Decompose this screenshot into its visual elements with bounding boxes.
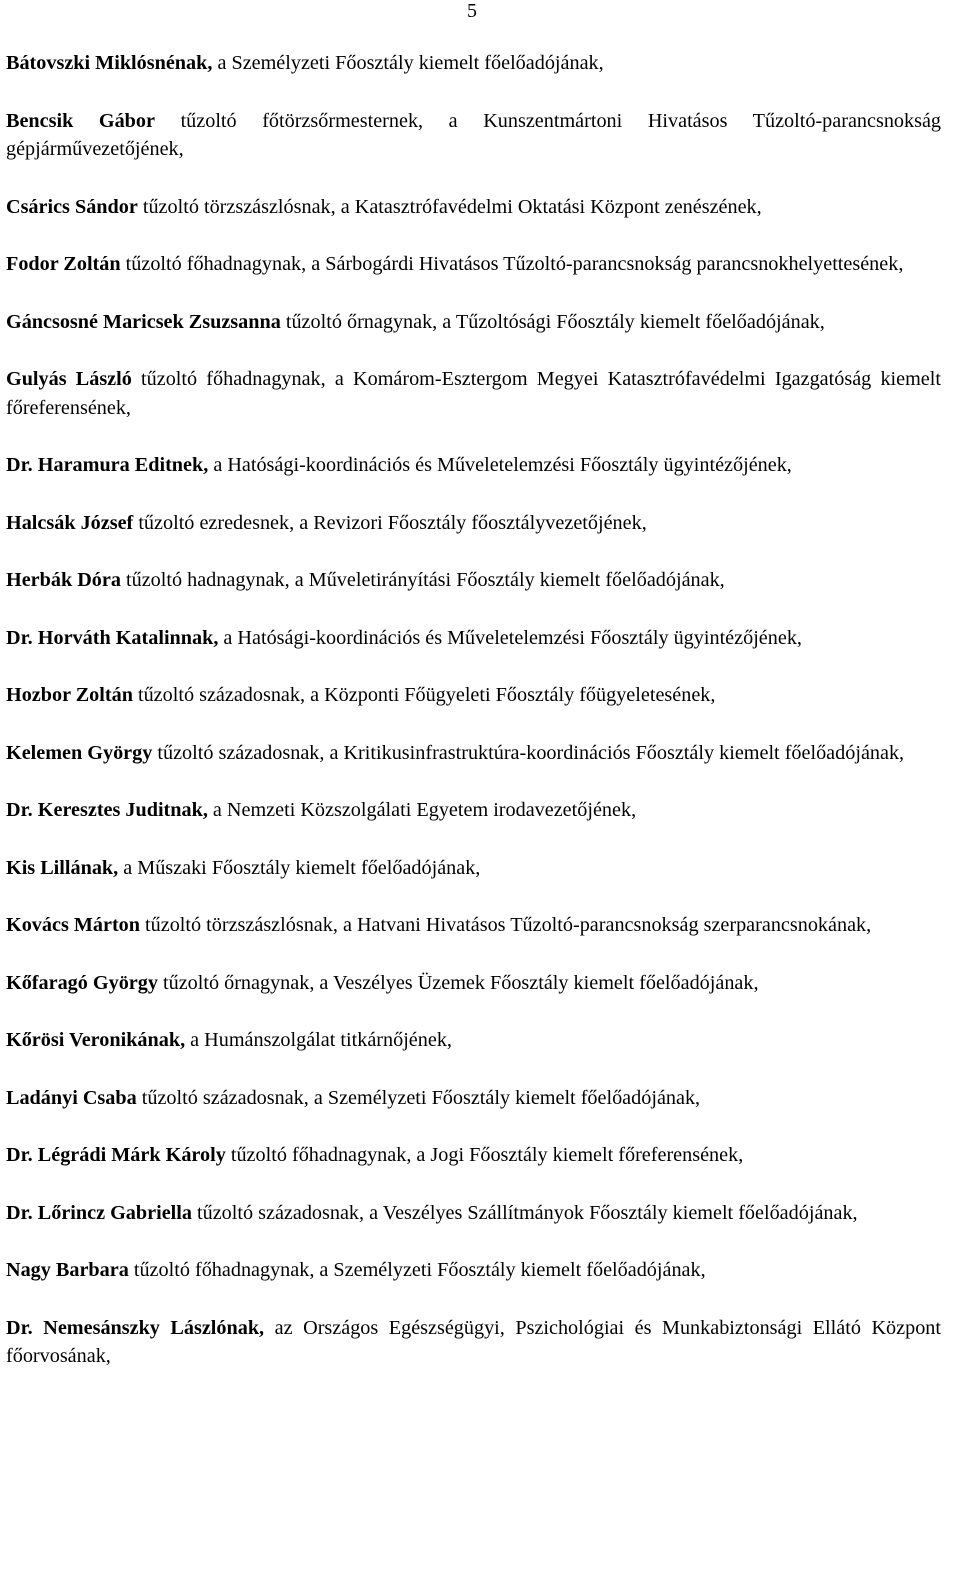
- recipient-name: Kőrösi Veronikának,: [6, 1029, 186, 1051]
- list-item: [6, 49, 941, 78]
- recipient-position: tűzoltó főhadnagynak, a Jogi Főosztály kiemelt főreferensének,: [230, 1144, 744, 1166]
- list-item: [6, 107, 941, 164]
- list-item: [6, 566, 941, 595]
- recipient-position: tűzoltó őrnagynak, a Veszélyes Üzemek Főosztály kiemelt főelőadójának,: [163, 971, 759, 994]
- recipient-name: Gáncsosné Maricsek Zsuzsanna: [6, 310, 281, 333]
- award-recipient-list: [6, 49, 941, 1400]
- recipient-name: Kelemen György: [6, 741, 153, 764]
- recipient-name: Halcsák József: [6, 511, 134, 534]
- recipient-position: tűzoltó századosnak, a Kritikusinfrastruktúra-koordinációs Főosztály kiemelt főelőadójának,: [157, 741, 905, 764]
- list-item: [6, 193, 941, 222]
- recipient-position: tűzoltó főhadnagynak, a Komárom-Esztergom Megyei Katasztrófavédelmi Igazgatóság kiemelt főreferensének,: [6, 368, 941, 419]
- recipient-position: tűzoltó századosnak, a Személyzeti Főosztály kiemelt főelőadójának,: [141, 1086, 701, 1109]
- recipient-name: Kovács Márton: [6, 914, 140, 936]
- recipient-position: tűzoltó főhadnagynak, a Sárbogárdi Hivatásos Tűzoltó-parancsnokság parancsnokhelyettesének,: [125, 253, 904, 275]
- recipient-position: tűzoltó törzszászlósnak, a Hatvani Hivatásos Tűzoltó-parancsnokság szerparancsnokának,: [145, 914, 872, 936]
- list-item: [6, 451, 941, 480]
- list-item: [6, 911, 941, 940]
- list-item: [6, 854, 941, 883]
- recipient-position: tűzoltó hadnagynak, a Műveletirányítási Főosztály kiemelt főelőadójának,: [126, 569, 725, 591]
- list-item: [6, 681, 941, 710]
- list-item: [6, 1314, 941, 1371]
- recipient-position: a Személyzeti Főosztály kiemelt főelőadójának,: [217, 52, 604, 74]
- list-item: [6, 1199, 941, 1228]
- recipient-name: Ladányi Csaba: [6, 1086, 137, 1109]
- recipient-position: tűzoltó őrnagynak, a Tűzoltósági Főosztály kiemelt főelőadójának,: [285, 310, 825, 333]
- page-number: 5: [467, 0, 477, 22]
- recipient-name: Dr. Légrádi Márk Károly: [6, 1144, 226, 1166]
- recipient-name: Bátovszki Miklósnénak,: [6, 52, 213, 74]
- recipient-name: Csárics Sándor: [6, 195, 138, 218]
- list-item: [6, 1256, 941, 1285]
- recipient-name: Kis Lillának,: [6, 856, 119, 879]
- recipient-position: tűzoltó századosnak, a Központi Főügyeleti Főosztály főügyeletesének,: [137, 684, 716, 706]
- recipient-position: az Országos Egészségügyi, Pszichológiai és Munkabiztonsági Ellátó Központ főorvosának,: [6, 1316, 941, 1367]
- list-item: [6, 796, 941, 825]
- recipient-position: a Hatósági-koordinációs és Műveletelemzési Főosztály ügyintézőjének,: [213, 454, 792, 476]
- list-item: [6, 739, 941, 768]
- list-item: [6, 509, 941, 538]
- list-item: [6, 308, 941, 337]
- list-item: [6, 250, 941, 279]
- recipient-name: Dr. Keresztes Juditnak,: [6, 799, 208, 821]
- recipient-name: Bencsik Gábor: [6, 109, 155, 132]
- recipient-position: tűzoltó századosnak, a Veszélyes Szállítmányok Főosztály kiemelt főelőadójának,: [197, 1201, 858, 1224]
- list-item: [6, 365, 941, 422]
- recipient-name: Fodor Zoltán: [6, 253, 121, 275]
- recipient-name: Herbák Dóra: [6, 569, 121, 591]
- recipient-name: Dr. Horváth Katalinnak,: [6, 626, 219, 649]
- recipient-name: Dr. Lőrincz Gabriella: [6, 1201, 192, 1224]
- recipient-position: tűzoltó ezredesnek, a Revizori Főosztály főosztályvezetőjének,: [138, 511, 647, 534]
- list-item: [6, 1026, 941, 1055]
- recipient-position: tűzoltó főhadnagynak, a Személyzeti Főosztály kiemelt főelőadójának,: [133, 1259, 706, 1281]
- recipient-position: a Nemzeti Közszolgálati Egyetem irodavezetőjének,: [212, 799, 637, 821]
- list-item: [6, 1084, 941, 1113]
- recipient-name: Kőfaragó György: [6, 971, 158, 994]
- recipient-name: Dr. Nemesánszky Lászlónak,: [6, 1316, 265, 1339]
- recipient-position: tűzoltó főtörzsőrmesternek, a Kunszentmártoni Hivatásos Tűzoltó-parancsnokság gépjárművezetőjének,: [6, 109, 942, 160]
- recipient-name: Dr. Haramura Editnek,: [6, 454, 209, 476]
- recipient-name: Hozbor Zoltán: [6, 684, 133, 706]
- recipient-position: tűzoltó törzszászlósnak, a Katasztrófavédelmi Oktatási Központ zenészének,: [142, 195, 762, 218]
- recipient-position: a Hatósági-koordinációs és Műveletelemzési Főosztály ügyintézőjének,: [223, 626, 802, 649]
- recipient-name: Nagy Barbara: [6, 1259, 129, 1281]
- list-item: [6, 1141, 941, 1170]
- list-item: [6, 624, 941, 653]
- recipient-name: Gulyás László: [6, 368, 132, 390]
- recipient-position: a Humánszolgálat titkárnőjének,: [190, 1029, 452, 1051]
- list-item: [6, 969, 941, 998]
- recipient-position: a Műszaki Főosztály kiemelt főelőadójának,: [123, 856, 481, 879]
